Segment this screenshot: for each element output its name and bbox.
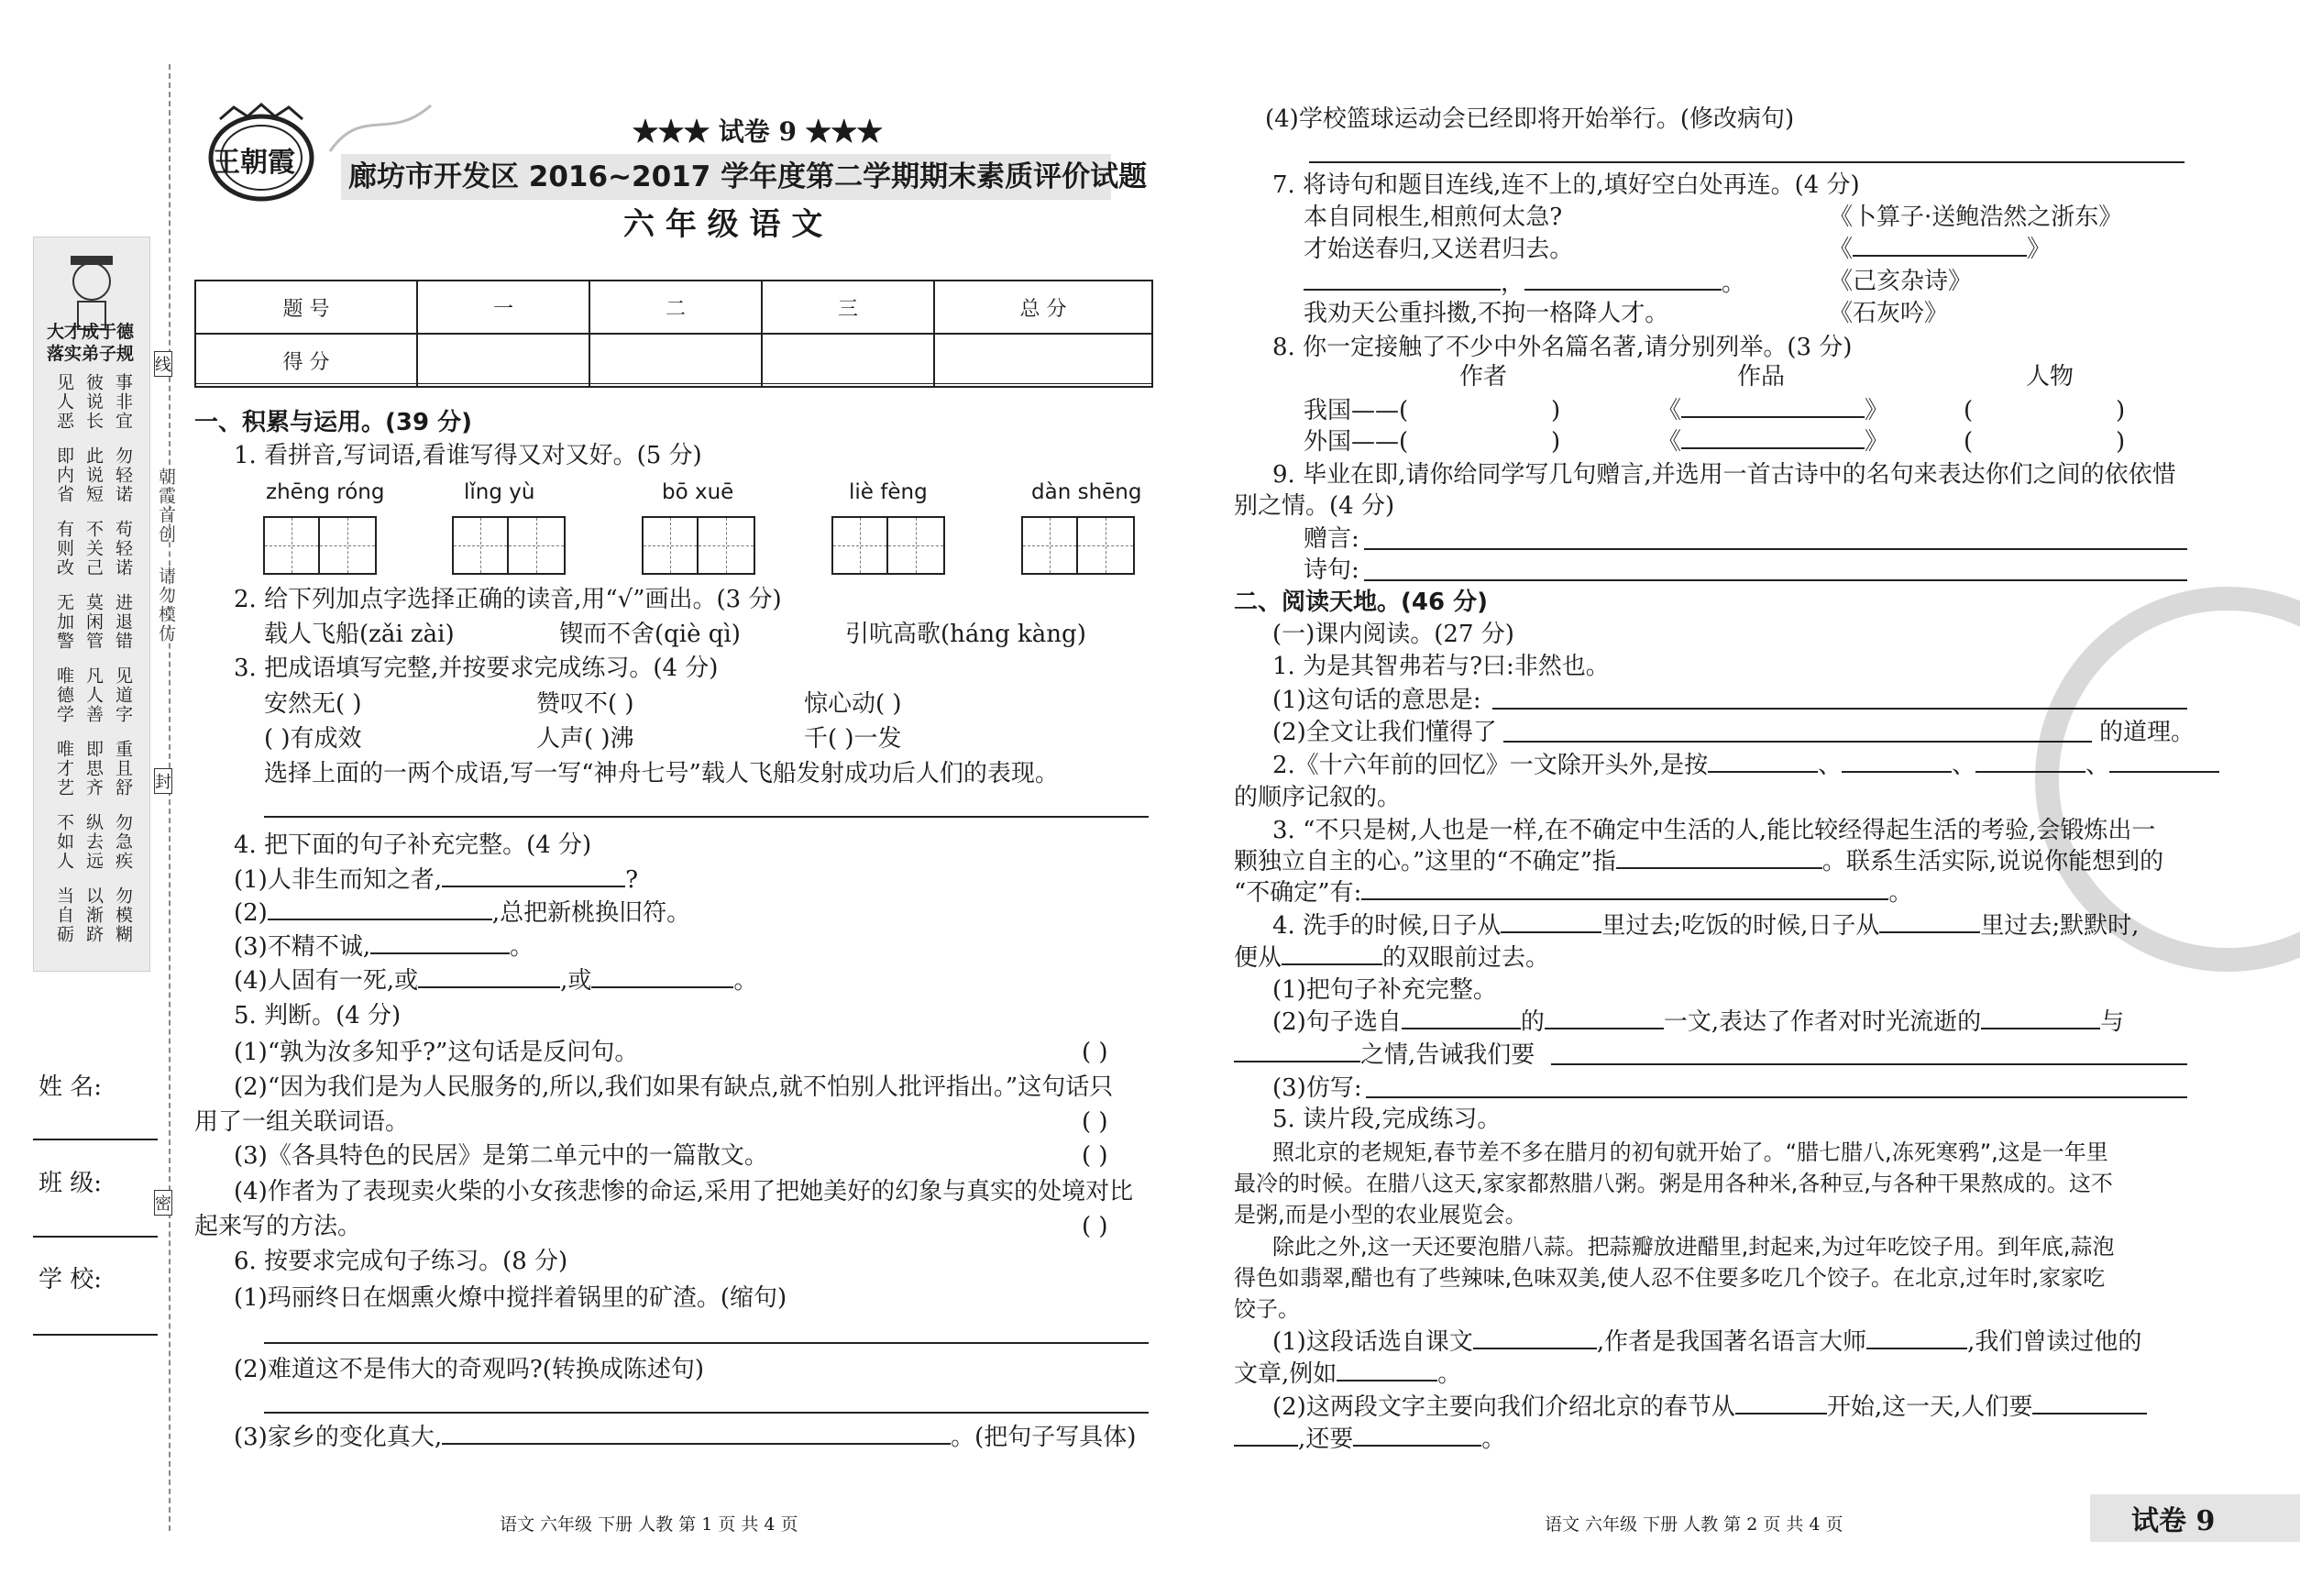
dizigui-column: 苟轻诺 [113, 520, 133, 578]
dizigui-column: 事非宜 [113, 373, 133, 431]
score-row-label: 得 分 [195, 334, 417, 387]
q8-head-author: 作者 [1459, 363, 1508, 391]
dizigui-column: 无加警 [54, 593, 74, 651]
q5-paren-1[interactable]: ( ) [1082, 1039, 1108, 1066]
class-field[interactable] [33, 1236, 158, 1238]
subject-title: 六 年 级 语 文 [623, 206, 823, 243]
dizigui-column: 以渐跻 [83, 886, 104, 944]
score-cell-3[interactable] [762, 334, 934, 387]
ribbon-decor [325, 96, 435, 160]
q4-4-answer[interactable] [1309, 161, 2184, 163]
pinyin-1: zhēng róng [266, 480, 385, 504]
q8-row-china: 我国——( [1304, 397, 1409, 424]
q8-head-work: 作品 [1737, 363, 1786, 391]
q2-item-a[interactable]: 载人飞船(zǎi zài) [264, 621, 455, 648]
q8-text: 8. 你一定接触了不少中外名篇名著,请分别列举。(3 分) [1272, 334, 1853, 361]
q3-idiom-c: 惊心动( ) [804, 690, 902, 718]
r1-q4: 4. 洗手的时候,日子从 里过去;吃饭的时候,日子从 里过去;默默时, [1272, 912, 2140, 940]
slogan-top: 大才成于德 [47, 322, 135, 342]
r1-q3c: “不确定”有: 。 [1234, 879, 1913, 907]
q9-text-b: 别之情。(4 分) [1234, 492, 1395, 520]
q5-paren-2[interactable]: ( ) [1082, 1108, 1108, 1136]
q9-text: 9. 毕业在即,请你给同学写几句赠言,并选用一首古诗中的名句来表达你们之间的依依惜 [1272, 461, 2176, 489]
q2-item-b[interactable]: 锲而不舍(qiè qì) [559, 621, 741, 648]
q3-idiom-d: ( )有成效 [264, 725, 362, 753]
pinyin-2: lǐng yù [464, 480, 535, 504]
section-divider [194, 383, 1153, 384]
binding-note: 朝霞首创 请勿模仿 [156, 468, 176, 644]
q6-item-2: (2)难道这不是伟大的奇观吗?(转换成陈述句) [234, 1356, 705, 1383]
pinyin-5: dàn shēng [1031, 480, 1142, 504]
dizigui-column: 纵去远 [83, 813, 104, 871]
q5-item-4: (4)作者为了表现卖火柴的小女孩悲惨的命运,采用了把她美好的幻象与真实的处境对比 [234, 1178, 1134, 1205]
sidebar-panel [33, 237, 150, 972]
dizigui-column: 此说短 [83, 446, 104, 504]
q8-row-foreign: 外国——( [1304, 428, 1409, 456]
r1-q4e: 之情,告诫我们要 [1234, 1040, 1535, 1070]
school-field[interactable] [33, 1334, 158, 1336]
dizigui-column: 唯德学 [54, 666, 74, 724]
r1-q4b: 便从 的双眼前过去。 [1234, 944, 1550, 972]
dizigui-column: 进退错 [113, 593, 133, 651]
passage-p4: 除此之外,这一天还要泡腊八蒜。把蒜瓣放进醋里,封起来,为过年吃饺子用。到年底,蒜泡 [1272, 1234, 2115, 1260]
dizigui-column: 唯才艺 [54, 740, 74, 798]
dizigui-column: 见道字 [113, 666, 133, 724]
writing-grid-1[interactable] [263, 516, 377, 575]
q5-paren-4[interactable]: ( ) [1082, 1213, 1108, 1240]
q2-item-c[interactable]: 引吭高歌(háng kàng) [845, 621, 1086, 648]
r1-q1a-line[interactable] [1492, 708, 2187, 710]
r1-q5a-b: 文章,例如 。 [1234, 1360, 1462, 1388]
reading-1-title: (一)课内阅读。(27 分) [1272, 621, 1514, 648]
writing-grid-5[interactable] [1021, 516, 1135, 575]
dizigui-column: 重且舒 [113, 740, 133, 798]
dizigui-column: 凡人善 [83, 666, 104, 724]
q8-book-1[interactable]: 《 》 [1657, 397, 1889, 424]
q8-close-2: ) [1551, 428, 1561, 456]
q8-head-character: 人物 [2026, 363, 2074, 391]
q8-book-2[interactable]: 《 》 [1657, 428, 1889, 456]
score-header-1: 一 [417, 281, 589, 334]
q6-item-1: (1)玛丽终日在烟熏火燎中搅拌着锅里的矿渣。(缩句) [234, 1284, 787, 1312]
r1-q5b-b: ,还要 。 [1234, 1425, 1505, 1454]
q9-poem-label: 诗句: [1304, 556, 1359, 584]
school-label: 学 校: [39, 1266, 103, 1293]
q3-idiom-a: 安然无( ) [264, 690, 362, 718]
name-field[interactable] [33, 1139, 158, 1140]
footer-page-2: 语文 六年级 下册 人教 第 2 页 共 4 页 [1545, 1514, 1843, 1535]
q8-close-1: ) [1551, 397, 1561, 424]
q7-title-4[interactable]: 《石灰吟》 [1829, 300, 1949, 327]
dizigui-column: 莫闲管 [83, 593, 104, 651]
r1-q1: 1. 为是其智弗若与?曰:非然也。 [1272, 653, 1610, 680]
dizigui-column: 有则改 [54, 520, 74, 578]
q5-item-2: (2)“因为我们是为人民服务的,所以,我们如果有缺点,就不怕别人批评指出。”这句话只 [234, 1073, 1114, 1101]
dizigui-column: 彼说长 [83, 373, 104, 431]
q6-item-3: (3)家乡的变化真大, 。(把句子写具体) [234, 1424, 1137, 1451]
q8-char-open-2: ( [1964, 428, 1974, 456]
pinyin-3: bō xuē [662, 480, 734, 504]
q8-char-close-1: ) [2116, 397, 2126, 424]
r1-q3: 3. “不只是树,人也是一样,在不确定中生活的人,能比较经得起生活的考验,会锻炼出一 [1272, 817, 2156, 844]
q7-text: 7. 将诗句和题目连线,连不上的,填好空白处再连。(4 分) [1272, 171, 1860, 199]
q7-line-b: 才始送春归,又送君归去。 [1304, 236, 1574, 263]
writing-grid-3[interactable] [642, 516, 755, 575]
dizigui-column: 勿急疾 [113, 813, 133, 871]
pinyin-4: liè fèng [849, 480, 928, 504]
r1-q2: 2.《十六年前的回忆》一文除开头外,是按 、 、 、 [1272, 751, 2219, 780]
q2-text: 2. 给下列加点字选择正确的读音,用“√”画出。(3 分) [234, 586, 782, 613]
r1-q1b-line[interactable] [1503, 741, 2092, 743]
dizigui-column: 当自砺 [54, 886, 74, 944]
r1-q4f-line[interactable] [1366, 1096, 2187, 1098]
q3-idiom-e: 人声( )沸 [536, 725, 634, 753]
score-header-3: 三 [762, 281, 934, 334]
q7-title-1[interactable]: 《卜算子·送鲍浩然之浙东》 [1829, 204, 2123, 231]
dizigui-column: 不如人 [54, 813, 74, 871]
paper-number: ★★★ 试卷 9 ★★★ [633, 116, 883, 147]
r1-q5b: (2)这两段文字主要向我们介绍北京的春节从 开始,这一天,人们要 [1272, 1392, 2147, 1422]
mark-line: 线 [154, 351, 172, 377]
r1-q4d: (2)句子选自 的 一文,表达了作者对时光流逝的 与 [1272, 1008, 2125, 1036]
q5-paren-3[interactable]: ( ) [1082, 1142, 1108, 1170]
score-table [194, 280, 1153, 388]
q5-item-2b: 用了一组关联词语。 [194, 1108, 410, 1136]
q6-answer-1[interactable] [264, 1342, 1149, 1344]
footer-page-1: 语文 六年级 下册 人教 第 1 页 共 4 页 [500, 1514, 798, 1535]
q4-item-3: (3)不精不诚, 。 [234, 933, 534, 961]
q9-poem-line[interactable] [1364, 579, 2187, 581]
r1-q4f: (3)仿写: [1272, 1074, 1362, 1102]
passage-p6: 饺子。 [1234, 1296, 1300, 1322]
score-cell-1[interactable] [417, 334, 589, 387]
dizigui-column: 勿轻诺 [113, 446, 133, 504]
mark-secret: 密 [154, 1190, 172, 1216]
dizigui-column: 即思齐 [83, 740, 104, 798]
r1-q1a: (1)这句话的意思是: [1272, 687, 1481, 714]
score-cell-total[interactable] [934, 334, 1152, 387]
r1-q5a: (1)这段话选自课文 ,作者是我国著名语言大师 ,我们曾读过他的 [1272, 1328, 2142, 1356]
score-header-no: 题 号 [195, 281, 417, 334]
section-1-title: 一、积累与运用。(39 分) [194, 409, 472, 436]
r1-q3b: 颗独立自主的心。”这里的“不确定”指 。联系生活实际,说说你能想到的 [1234, 848, 2164, 875]
passage-p3: 是粥,而是小型的农业展览会。 [1234, 1202, 1527, 1227]
q4-text: 4. 把下面的句子补充完整。(4 分) [234, 831, 592, 859]
score-header-total: 总 分 [934, 281, 1152, 334]
logo-text: 王朝霞 [213, 147, 295, 179]
q9-message-label: 赠言: [1304, 525, 1359, 553]
r1-q4c: (1)把句子补充完整。 [1272, 976, 1497, 1004]
score-cell-2[interactable] [589, 334, 762, 387]
q3-answer-line[interactable] [264, 816, 1149, 818]
q8-char-close-2: ) [2116, 428, 2126, 456]
q5-item-3: (3)《各具特色的民居》是第二单元中的一篇散文。 [234, 1142, 768, 1170]
r1-q1b-end: 的道理。 [2099, 719, 2195, 746]
q5-text: 5. 判断。(4 分) [234, 1002, 402, 1029]
mark-seal: 封 [154, 768, 172, 794]
q1-text: 1. 看拼音,写词语,看谁写得又对又好。(5 分) [234, 442, 702, 469]
dizigui-column: 即内省 [54, 446, 74, 504]
q4-4-text: (4)学校篮球运动会已经即将开始举行。(修改病句) [1265, 105, 1795, 133]
passage-p2: 最冷的时候。在腊八这天,家家都熬腊八粥。粥是用各种米,各种豆,与各种干果熬成的。这不 [1234, 1171, 2113, 1196]
dizigui-column: 勿模糊 [113, 886, 133, 944]
q4-item-4: (4)人固有一死,或 ,或 。 [234, 967, 758, 995]
q3-idiom-f: 千( )一发 [804, 725, 902, 753]
r1-q4e-line[interactable] [1551, 1063, 2187, 1065]
q7-blank-line[interactable]: ， 。 [1304, 269, 1745, 298]
exam-title: 廊坊市开发区 2016~2017 学年度第二学期期末素质评价试题 [348, 160, 1148, 193]
passage-p1: 照北京的老规矩,春节差不多在腊月的初旬就开始了。“腊七腊八,冻死寒鸦”,这是一年里 [1272, 1139, 2108, 1165]
q9-message-line[interactable] [1364, 548, 2187, 550]
q4-item-1: (1)人非生而知之者, ? [234, 866, 639, 894]
q4-item-2: (2) ,总把新桃换旧符。 [234, 899, 691, 927]
writing-grid-4[interactable] [831, 516, 945, 575]
r1-q2b: 的顺序记叙的。 [1234, 784, 1402, 811]
q6-text: 6. 按要求完成句子练习。(8 分) [234, 1248, 568, 1275]
class-label: 班 级: [39, 1170, 103, 1197]
q5-item-4b: 起来写的方法。 [194, 1213, 362, 1240]
q3-prompt: 选择上面的一两个成语,写一写“神舟七号”载人飞船发射成功后人们的表现。 [264, 760, 1059, 787]
q3-idiom-b: 赞叹不( ) [536, 690, 634, 718]
q6-answer-2[interactable] [264, 1412, 1149, 1414]
q8-char-open-1: ( [1964, 397, 1974, 424]
r1-q1b: (2)全文让我们懂得了 [1272, 719, 1497, 746]
passage-p5: 得色如翡翠,醋也有了些辣味,色味双美,使人忍不住要多吃几个饺子。在北京,过年时,家家吃 [1234, 1265, 2106, 1291]
paper-tag: 试卷 9 [2131, 1505, 2216, 1537]
dizigui-column: 见人恶 [54, 373, 74, 431]
score-header-2: 二 [589, 281, 762, 334]
section-2-title: 二、阅读天地。(46 分) [1234, 589, 1488, 616]
q7-line-a: 本自同根生,相煎何太急? [1304, 204, 1563, 231]
q3-text: 3. 把成语填写完整,并按要求完成练习。(4 分) [234, 655, 719, 682]
q7-line-c: 我劝天公重抖擞,不拘一格降人才。 [1304, 300, 1669, 327]
dizigui-column: 不关己 [83, 520, 104, 578]
q7-title-2[interactable]: 《 》 [1829, 236, 2052, 263]
writing-grid-2[interactable] [452, 516, 566, 575]
name-label: 姓 名: [39, 1073, 103, 1101]
q5-item-1: (1)“孰为汝多知乎?”这句话是反问句。 [234, 1039, 639, 1066]
binding-line [169, 64, 171, 1531]
r1-q5: 5. 读片段,完成练习。 [1272, 1106, 1502, 1133]
q7-title-3[interactable]: 《己亥杂诗》 [1829, 268, 1973, 295]
slogan-bottom: 落实弟子规 [47, 344, 135, 364]
